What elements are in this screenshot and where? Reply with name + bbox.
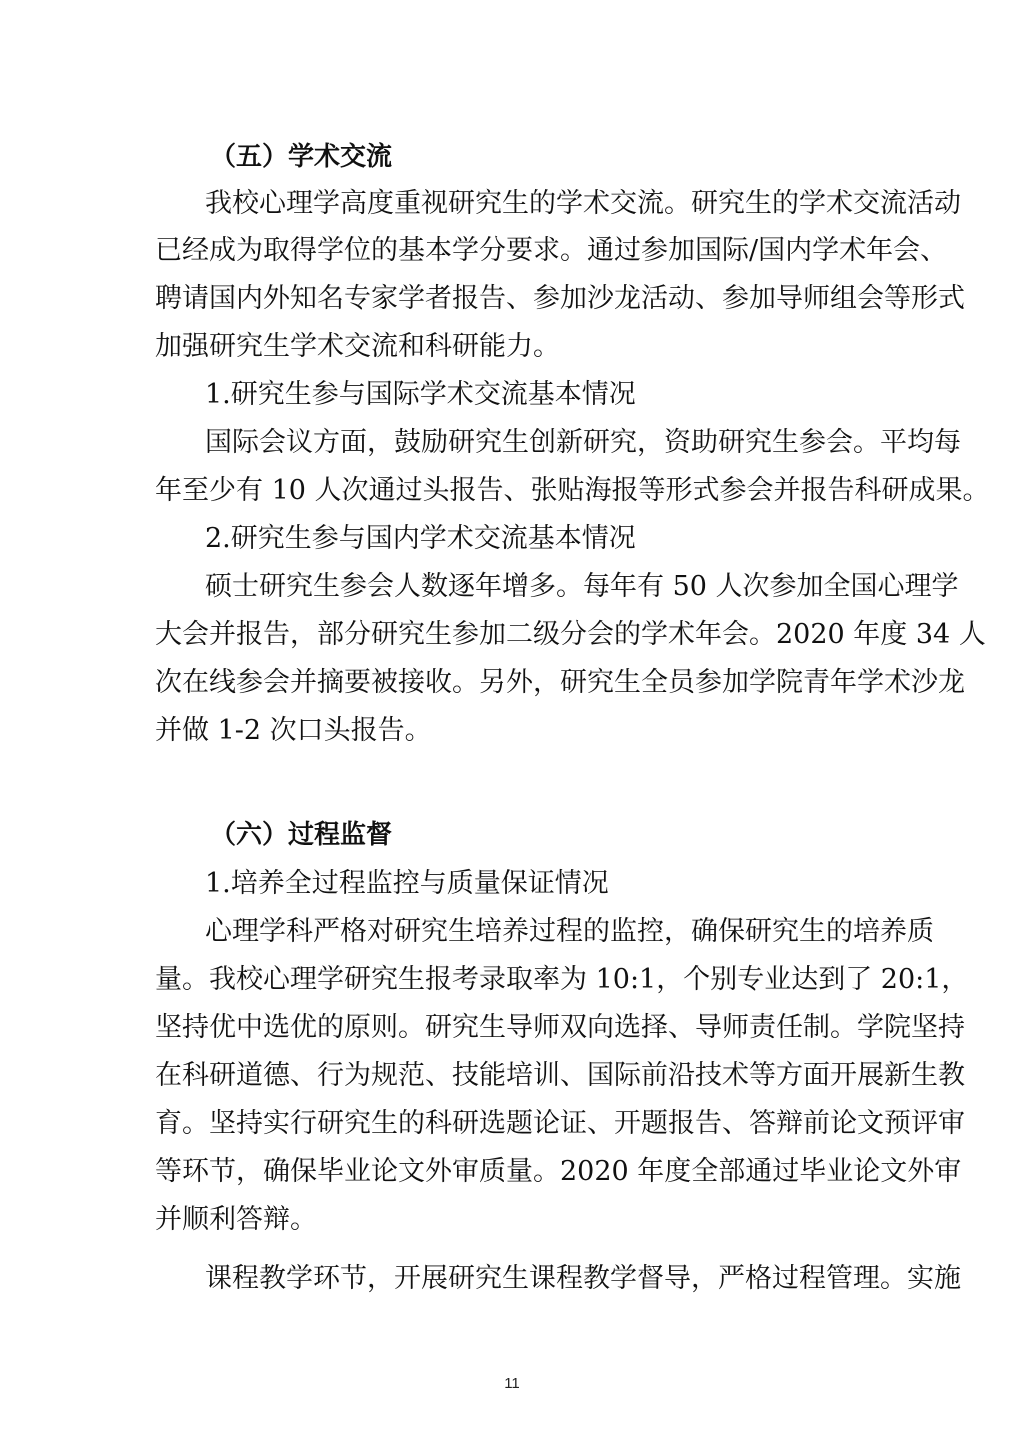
paragraph-line: 坚持优中选优的原则。研究生导师双向选择、导师责任制。学院坚持 [155, 1012, 965, 1043]
paragraph-line: 加强研究生学术交流和科研能力。 [155, 331, 560, 362]
section-heading-process-supervision: （六）过程监督 [210, 820, 393, 850]
paragraph-line: 等环节，确保毕业论文外审质量。2020 年度全部通过毕业论文外审 [155, 1156, 962, 1187]
paragraph-line: 并顺利答辩。 [155, 1204, 317, 1235]
paragraph-line: 课程教学环节，开展研究生课程教学督导，严格过程管理。实施 [205, 1263, 961, 1294]
paragraph-line: 年至少有 10 人次通过头报告、张贴海报等形式参会并报告科研成果。 [155, 475, 990, 506]
subsection-title: 1.培养全过程监控与质量保证情况 [205, 868, 609, 899]
page-number: 11 [504, 1375, 520, 1392]
paragraph-line: 次在线参会并摘要被接收。另外，研究生全员参加学院青年学术沙龙 [155, 667, 965, 698]
paragraph-line: 我校心理学高度重视研究生的学术交流。研究生的学术交流活动 [205, 188, 961, 219]
paragraph-line: 大会并报告，部分研究生参加二级分会的学术年会。2020 年度 34 人 [155, 619, 986, 650]
subsection-title: 1.研究生参与国际学术交流基本情况 [205, 379, 636, 410]
section-heading-academic-exchange: （五）学术交流 [210, 142, 393, 172]
subsection-title: 2.研究生参与国内学术交流基本情况 [205, 523, 636, 554]
paragraph-line: 已经成为取得学位的基本学分要求。通过参加国际/国内学术年会、 [155, 235, 948, 266]
paragraph-line: 心理学科严格对研究生培养过程的监控，确保研究生的培养质 [205, 916, 934, 947]
paragraph-line: 育。坚持实行研究生的科研选题论证、开题报告、答辩前论文预评审 [155, 1108, 965, 1139]
paragraph-line: 量。我校心理学研究生报考录取率为 10:1，个别专业达到了 20:1， [155, 964, 969, 995]
paragraph-line: 在科研道德、行为规范、技能培训、国际前沿技术等方面开展新生教 [155, 1060, 965, 1091]
paragraph-line: 国际会议方面，鼓励研究生创新研究，资助研究生参会。平均每 [205, 427, 961, 458]
paragraph-line: 硕士研究生参会人数逐年增多。每年有 50 人次参加全国心理学 [205, 571, 959, 602]
paragraph-line: 并做 1-2 次口头报告。 [155, 715, 432, 746]
paragraph-line: 聘请国内外知名专家学者报告、参加沙龙活动、参加导师组会等形式 [155, 283, 965, 314]
